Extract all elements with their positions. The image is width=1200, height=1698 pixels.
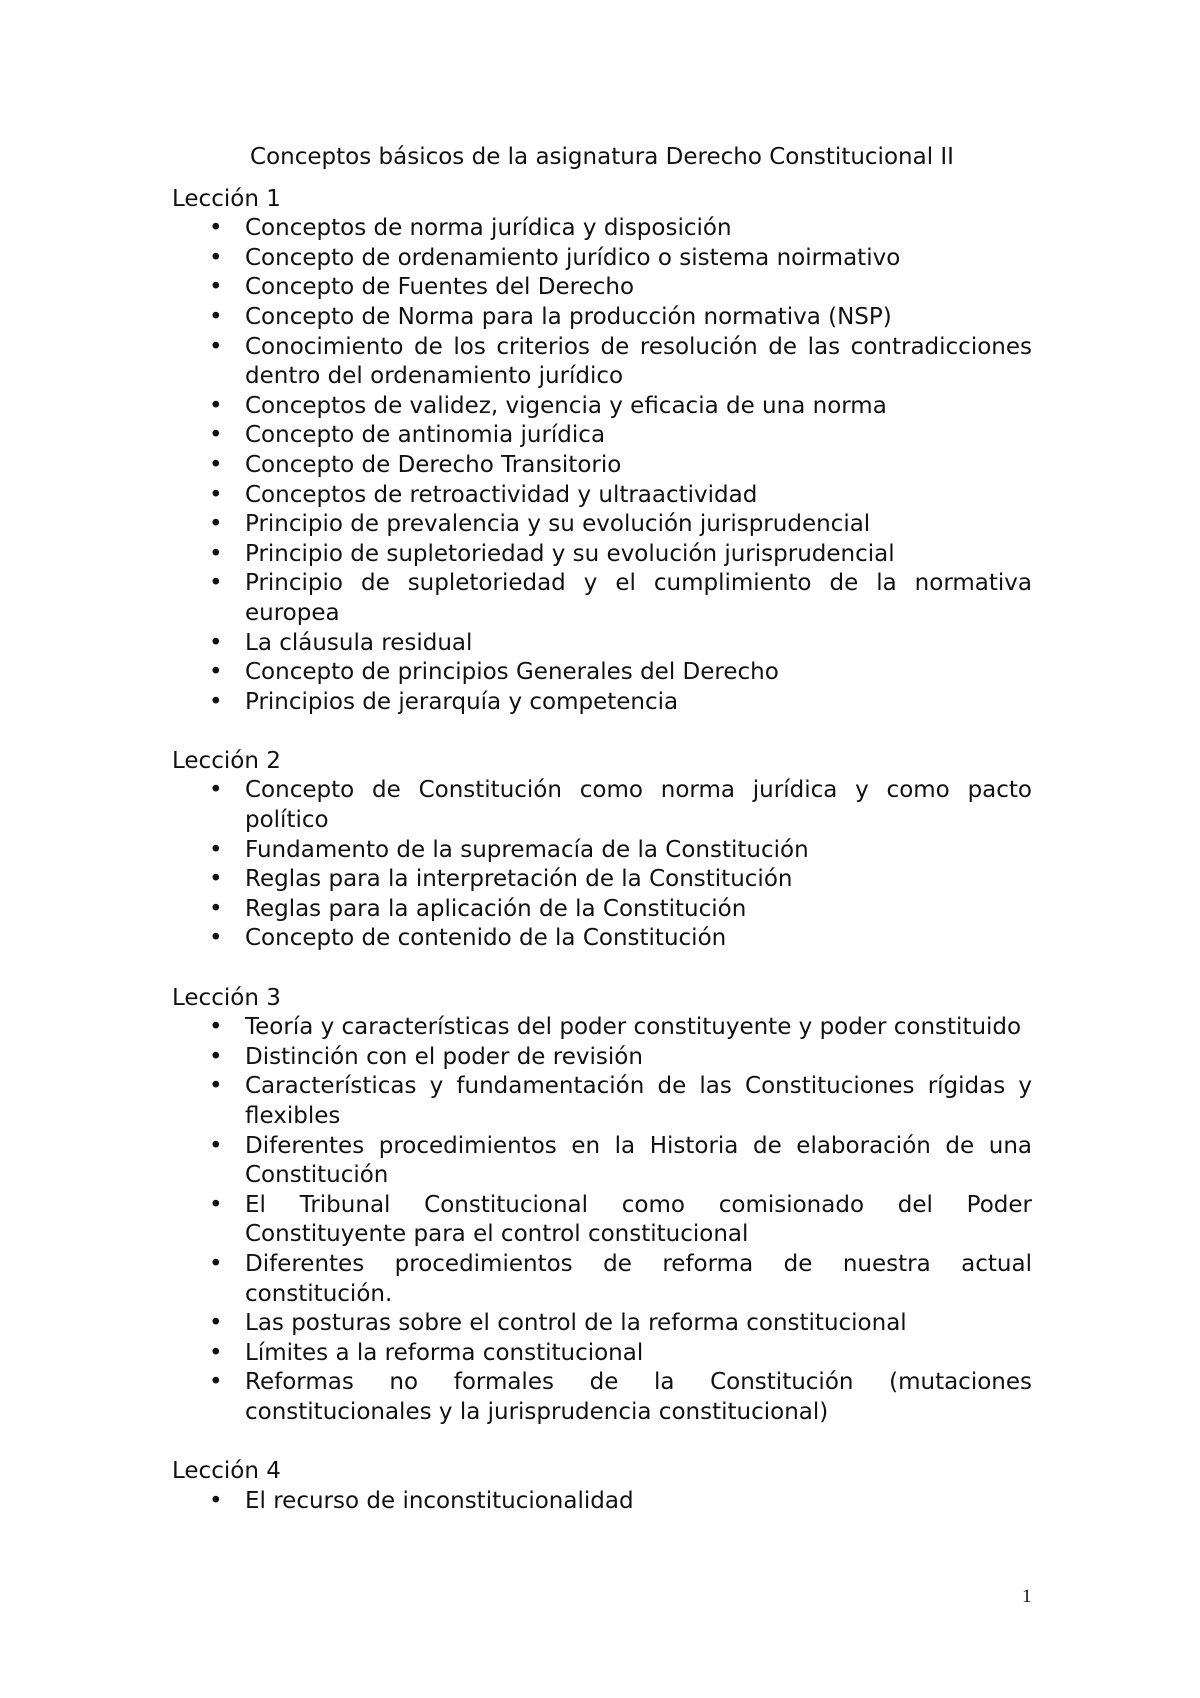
lesson-heading: Lección 2 (172, 747, 281, 774)
list-item (172, 451, 1032, 481)
list-item (172, 1250, 1032, 1309)
list-item (172, 1013, 1032, 1043)
bullet-icon: • (209, 1014, 223, 1041)
bullet-icon: • (209, 481, 223, 508)
bullet-icon: • (209, 215, 223, 242)
list-item (172, 510, 1032, 540)
concept-list (172, 1487, 1032, 1517)
list-item-text: Diferentes procedimientos de reforma de nuestra actual constitución. (245, 1250, 1032, 1307)
list-item-text: Concepto de ordenamiento jurídico o sistema noirmativo (245, 244, 901, 271)
bullet-icon: • (209, 540, 223, 567)
list-item (172, 244, 1032, 274)
bullet-icon: • (209, 303, 223, 330)
list-item (172, 1191, 1032, 1250)
list-item-text: La cláusula residual (245, 629, 473, 656)
bullet-icon: • (209, 1487, 223, 1514)
bullet-icon: • (209, 1043, 223, 1070)
list-item (172, 273, 1032, 303)
bullet-icon: • (209, 1191, 223, 1218)
bullet-icon: • (209, 274, 223, 301)
bullet-icon: • (209, 244, 223, 271)
bullet-icon: • (209, 1339, 223, 1366)
list-item-text: Concepto de Constitución como norma jurídica y como pacto político (245, 777, 1032, 834)
list-item (172, 658, 1032, 688)
lesson-section (172, 185, 1032, 718)
list-item-text: Características y fundamentación de las Constituciones rígidas y flexibles (245, 1073, 1032, 1129)
list-item-text: Concepto de Derecho Transitorio (245, 451, 622, 478)
list-item (172, 1309, 1032, 1339)
list-item (172, 214, 1032, 244)
list-item (172, 1072, 1032, 1131)
list-item-text: Conceptos de retroactividad y ultraactividad (245, 481, 758, 508)
bullet-icon: • (209, 1250, 223, 1277)
bullet-icon: • (209, 836, 223, 863)
list-item-text: El recurso de inconstitucionalidad (245, 1487, 634, 1514)
list-item-text: Conceptos de validez, vigencia y eficacia de una norma (245, 392, 887, 419)
bullet-icon: • (209, 1073, 223, 1100)
list-item (172, 1043, 1032, 1073)
concept-list (172, 1013, 1032, 1427)
lessons-container (172, 185, 1032, 1517)
bullet-icon: • (209, 629, 223, 656)
list-item (172, 1132, 1032, 1191)
bullet-icon: • (209, 1132, 223, 1159)
list-item (172, 540, 1032, 570)
lesson-section (172, 1457, 1032, 1516)
document-body (172, 143, 1032, 1516)
bullet-icon: • (209, 1310, 223, 1337)
bullet-icon: • (209, 392, 223, 419)
bullet-icon: • (209, 866, 223, 893)
list-item (172, 392, 1032, 422)
list-item (172, 865, 1032, 895)
list-item-text: Límites a la reforma constitucional (245, 1339, 644, 1366)
list-item (172, 1339, 1032, 1369)
list-item (172, 629, 1032, 659)
bullet-icon: • (209, 895, 223, 922)
lesson-section (172, 747, 1032, 954)
bullet-icon: • (209, 688, 223, 715)
list-item-text: Principio de supletoriedad y su evolución jurisprudencial (245, 540, 895, 567)
list-item (172, 688, 1032, 718)
concept-list (172, 214, 1032, 717)
list-item (172, 303, 1032, 333)
list-item (172, 421, 1032, 451)
list-item (172, 333, 1032, 392)
concept-list (172, 776, 1032, 954)
list-item-text: Diferentes procedimientos en la Historia de elaboración de una Constitución (245, 1132, 1032, 1189)
bullet-icon: • (209, 925, 223, 952)
bullet-icon: • (209, 451, 223, 478)
list-item-text: Concepto de contenido de la Constitución (245, 925, 727, 952)
lesson-section (172, 984, 1032, 1428)
lesson-heading: Lección 3 (172, 984, 281, 1011)
list-item-text: Principio de supletoriedad y el cumplimiento de la normativa europea (245, 570, 1032, 626)
list-item (172, 569, 1032, 628)
list-item (172, 1487, 1032, 1517)
list-item-text: El Tribunal Constitucional como comisionado del Poder Constituyente para el control constitucional (245, 1191, 1032, 1248)
list-item-text: Concepto de Norma para la producción normativa (NSP) (245, 303, 892, 330)
list-item (172, 836, 1032, 866)
bullet-icon: • (209, 777, 223, 804)
list-item-text: Reglas para la aplicación de la Constitución (245, 895, 747, 922)
list-item-text: Reformas no formales de la Constitución (mutaciones constitucionales y la jurisprudencia constitucional) (245, 1369, 1032, 1425)
list-item-text: Fundamento de la supremacía de la Constitución (245, 836, 809, 863)
bullet-icon: • (209, 570, 223, 597)
list-item-text: Conocimiento de los criterios de resolución de las contradicciones dentro del ordenamiento jurídico (245, 333, 1032, 390)
list-item (172, 895, 1032, 925)
list-item-text: Principio de prevalencia y su evolución jurisprudencial (245, 511, 871, 538)
list-item-text: Principios de jerarquía y competencia (245, 688, 679, 715)
list-item-text: Reglas para la interpretación de la Constitución (245, 866, 793, 893)
bullet-icon: • (209, 1369, 223, 1396)
list-item (172, 924, 1032, 954)
list-item-text: Distinción con el poder de revisión (245, 1043, 643, 1070)
lesson-heading: Lección 1 (172, 185, 281, 212)
list-item (172, 776, 1032, 835)
list-item-text: Teoría y características del poder constituyente y poder constituido (245, 1014, 1022, 1041)
list-item-text: Las posturas sobre el control de la reforma constitucional (245, 1310, 907, 1337)
list-item-text: Concepto de Fuentes del Derecho (245, 274, 635, 301)
bullet-icon: • (209, 511, 223, 538)
lesson-heading: Lección 4 (172, 1458, 281, 1485)
list-item (172, 481, 1032, 511)
list-item-text: Concepto de antinomia jurídica (245, 422, 606, 449)
page-number: 1 (1022, 1586, 1032, 1607)
list-item-text: Conceptos de norma jurídica y disposición (245, 215, 732, 242)
bullet-icon: • (209, 333, 223, 360)
document-title: Conceptos básicos de la asignatura Derecho Constitucional II (250, 144, 954, 170)
bullet-icon: • (209, 659, 223, 686)
list-item-text: Concepto de principios Generales del Derecho (245, 659, 779, 686)
list-item (172, 1368, 1032, 1427)
bullet-icon: • (209, 422, 223, 449)
